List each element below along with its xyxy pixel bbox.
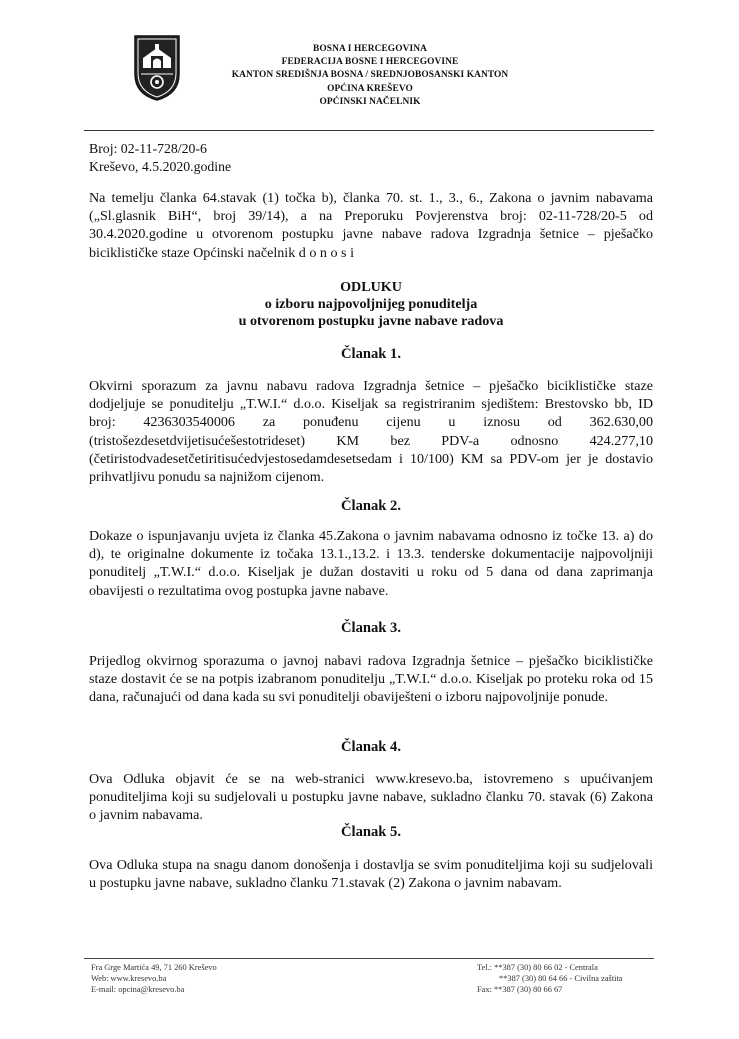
- document-meta: [89, 140, 231, 176]
- article-4-heading: Članak 4.: [340, 739, 401, 755]
- article-2-text: Dokaze o ispunjavanju uvjeta iz članka 45.Zakona o javnim nabavama odnosno iz točke 13. a) do d), te originalne dokumente iz točaka 13.1.,13.2. i 13.3. tenderske dokumentacije najpovoljniji ponuditelj „T.W.I.“ d.o.o. Kiseljak je dužan dostaviti u roku od 5 dana od dana zaprimanja obavijesti o rezultatima ovog postupka javne nabave.: [89, 528, 653, 599]
- footer-contact-left: [91, 962, 217, 995]
- footer-divider: [84, 958, 654, 959]
- header-line-country: BOSNA I HERCEGOVINA: [313, 44, 427, 54]
- footer-tel-civil: **387 (30) 80 64 66 - Civilna zaštita: [499, 974, 623, 983]
- institution-header: [200, 43, 540, 109]
- header-line-federation: FEDERACIJA BOSNE I HERCEGOVINE: [281, 57, 459, 68]
- coat-of-arms-icon: [133, 34, 181, 102]
- article-4-text: Ova Odluka objavit će se na web-stranici www.kresevo.ba, istovremeno s upućivanjem ponuditeljima koji su sudjelovali u postupku javne nabave, sukladno članku 70. stavak (6) Zakona o javnim nabavama.: [89, 771, 653, 824]
- article-3-text: Prijedlog okvirnog sporazuma o javnoj nabavi radova Izgradnja šetnice – pješačko biciklističke staze dostavit će se na potpis izabranom ponuditelju „T.W.I.“ d.o.o. Kiseljak po proteku roka od 15 dana, računajući od dana kada su svi ponuditelji obaviješteni o izboru najpovoljnije ponude.: [89, 653, 653, 706]
- footer-email[interactable]: E-mail: opcina@kresevo.ba: [91, 985, 185, 994]
- decision-title: [89, 279, 653, 331]
- decision-title-main: ODLUKU: [340, 279, 402, 295]
- decision-title-sub1: o izboru najpovoljnijeg ponuditelja: [264, 296, 478, 313]
- header-line-office: OPĆINSKI NAČELNIK: [319, 96, 421, 107]
- footer-fax: Fax: **387 (30) 80 66 67: [477, 985, 563, 994]
- article-1-text: Okvirni sporazum za javnu nabavu radova Izgradnja šetnice – pješačko biciklističke staze dodjeljuje se ponuditelju „T.W.I.“ d.o.o. Kiseljak sa registriranim sjedištem: Brestovsko bb, ID broj: 4236303540006 za ponuđenu cijenu u iznosu od 362.630,00 (tristošezdesetdvijetisućešestotrideset) KM bez PDV-a odnosno 424.277,10 (četiristodvadesetčetiritisućedvjestosedamdesetsedam i 10/100) KM sa PDV-om jer je dostavio prihvatljivu ponudu sa najnižom cijenom.: [89, 378, 653, 486]
- footer-tel-central: Tel.: **387 (30) 80 66 02 - Centrala: [477, 963, 598, 972]
- intro-paragraph: Na temelju članka 64.stavak (1) točka b), članka 70. st. 1., 3., 6., Zakona o javnim nabavama („Sl.glasnik BiH“, broj 39/14), a na Preporuku Povjerenstva broj: 02-11-728/20-5 od 30.4.2020.godine u otvorenom postupku javne nabave radova Izgradnja šetnice – pješačko biciklističke staze Općinski načelnik d o n o s i: [89, 190, 653, 261]
- header-line-municipality: OPĆINA KREŠEVO: [327, 83, 413, 94]
- article-5-text: Ova Odluka stupa na snagu danom donošenja i dostavlja se svim ponuditeljima koji su sudjelovali u postupku javne nabave, sukladno članku 71.stavak (2) Zakona o javnim nabavam.: [89, 857, 653, 892]
- article-1-heading: Članak 1.: [340, 346, 401, 362]
- article-2-heading: Članak 2.: [340, 498, 401, 514]
- document-date: Kreševo, 4.5.2020.godine: [89, 159, 232, 174]
- article-3-heading: Članak 3.: [340, 620, 401, 636]
- footer-contact-right: [477, 962, 623, 995]
- footer-web[interactable]: Web: www.kresevo.ba: [91, 974, 167, 983]
- reference-number: Broj: 02-11-728/20-6: [89, 141, 207, 156]
- decision-title-sub2: u otvorenom postupku javne nabave radova: [238, 313, 504, 330]
- header-divider: [84, 130, 654, 131]
- article-5-heading: Članak 5.: [340, 824, 401, 840]
- header-line-canton: KANTON SREDIŠNJA BOSNA / SREDNJOBOSANSKI KANTON: [231, 70, 509, 81]
- footer-address: Fra Grge Martića 49, 71 260 Kreševo: [91, 963, 217, 972]
